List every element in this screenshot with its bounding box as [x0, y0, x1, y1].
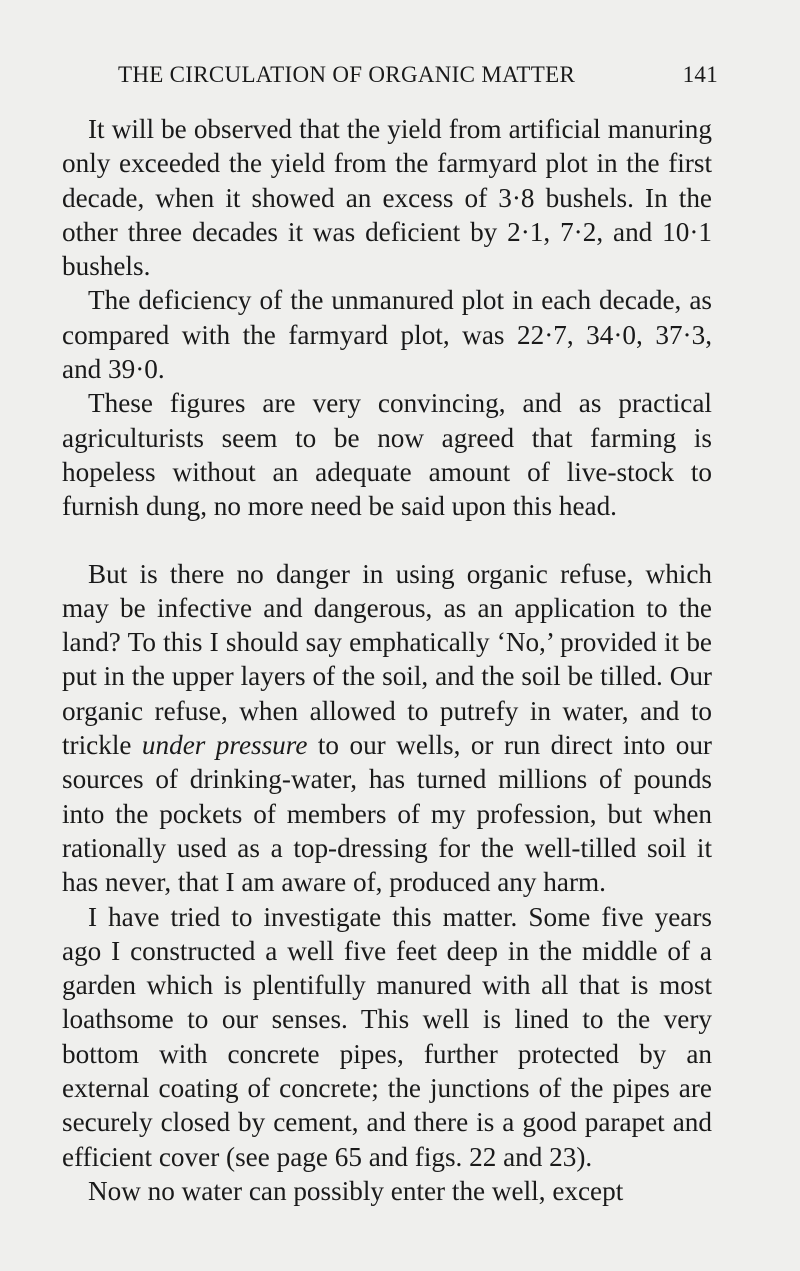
- paragraph-3: These figures are very convincing, and as practical agriculturists seem to be now agreed that farming is hopeless without an adequate amount of live-stock to furnish dung, no more need be said upon this head.: [62, 388, 712, 522]
- page-number: 141: [682, 62, 718, 87]
- paragraph-1: It will be observed that the yield from artificial manuring only exceeded the yield from the farmyard plot in the first decade, when it showed an excess of 3·8 bushels. In the other three decades it was deficient by 2·1, 7·2, and 10·1 bushels.: [62, 114, 712, 282]
- paragraph-4-emphasis: under pressure: [141, 730, 308, 761]
- paragraph-4-part-a: But is there no danger in using organic refuse, which may be infective and dangerous, as an application to the land? To this I should say emphatically ‘No,’ provided it be put in the upper layers of the soil, and the soil be tilled. Our organic refuse, when allowed to putrefy in water, and to trickle: [62, 558, 712, 761]
- paragraph-5: I have tried to investigate this matter. Some five years ago I constructed a well five feet deep in the middle of a garden which is plentifully manured with all that is most loathsome to our senses. This well is lined to the very bottom with concrete pipes, further protected by an external coating of concrete; the junctions of the pipes are securely closed by cement, and there is a good parapet and efficient cover (see page 65 and figs. 22 and 23).: [62, 901, 712, 1172]
- running-title: THE CIRCULATION OF ORGANIC MATTER: [118, 62, 576, 87]
- paragraph-6: Now no water can possibly enter the well, except: [88, 1175, 624, 1206]
- paragraph-2: The deficiency of the unmanured plot in each decade, as compared with the farmyard plot, was 22·7, 34·0, 37·3, and 39·0.: [62, 285, 712, 385]
- paragraph-4: [62, 557, 712, 900]
- paragraph-4-part-b: to our wells, or run direct into our sources of drinking-water, has turned millions of pounds into the pockets of members of my profession, but when rationally used as a top-dressing for the well-tilled soil it has never, that I am aware of, produced any harm.: [62, 730, 712, 898]
- section-gap: [62, 524, 712, 557]
- running-head: [118, 62, 718, 88]
- body-text: [62, 112, 712, 1208]
